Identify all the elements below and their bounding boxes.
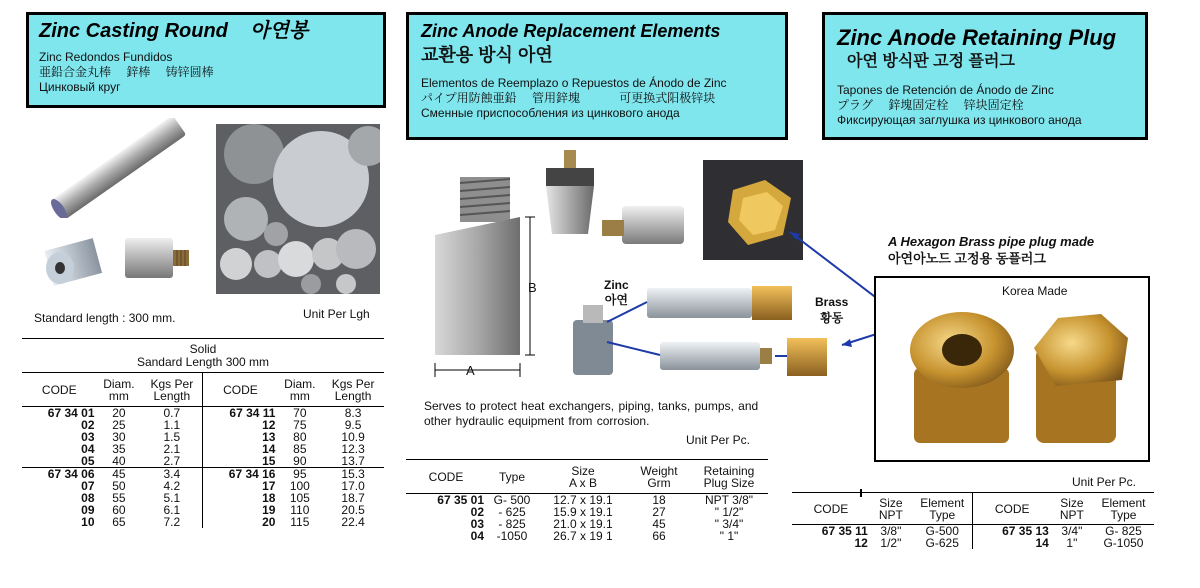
table-row: [22, 455, 384, 468]
table-cell: 70: [293, 406, 307, 420]
korea-made-label: Korea Made: [1002, 284, 1068, 298]
table-cell: 1/2": [880, 536, 902, 550]
table-cell: 60: [112, 503, 126, 517]
table-cell: 3/4": [1061, 524, 1083, 538]
table-cell: 1.5: [163, 430, 181, 444]
table-cell: 09: [81, 503, 95, 517]
table-row: [22, 443, 384, 455]
subtitle-cjk: プラグ 鋅塊固定栓 锌块固定栓: [837, 98, 1024, 112]
table-cell: 04: [470, 529, 484, 543]
subtitle-russian: Сменные приспособления из цинкового анода: [421, 106, 680, 120]
table-cell: 03: [470, 517, 484, 531]
zinc-rod-image: [38, 118, 198, 218]
table-cell: 14: [203, 443, 278, 455]
plug-caption: [888, 233, 1094, 267]
table-cell: 7.2: [163, 515, 181, 529]
title-en: Zinc Casting Round: [39, 20, 228, 42]
table-row: [22, 504, 384, 516]
table-cell: 80: [293, 430, 307, 444]
table-cell: 26.7 x 19 1: [553, 529, 613, 543]
section-title: [39, 18, 373, 44]
table-cell: 67 34 06: [47, 467, 95, 481]
table-cell: 18: [203, 492, 278, 504]
subtitle-spanish: Tapones de Retención de Ánodo de Zinc: [837, 83, 1054, 97]
table-caption-solid: Solid: [189, 342, 217, 356]
table-row: [22, 431, 384, 443]
table-cell: 20.5: [341, 503, 365, 517]
table-cell: 75: [293, 418, 307, 432]
unit-per-length: Unit Per Lgh: [303, 307, 370, 321]
table-row: [22, 516, 384, 528]
table-cell: 45: [112, 467, 126, 481]
col-code: CODE: [813, 501, 849, 516]
table-cell: 66: [652, 529, 666, 543]
table-cell: G- 825: [1105, 524, 1142, 538]
table-row: [792, 537, 1154, 549]
table-cell: 20: [112, 406, 126, 420]
table-cell: 08: [81, 491, 95, 505]
table-cell: 02: [81, 418, 95, 432]
table-cell: 14: [973, 537, 1051, 549]
table-cell: 15.9 x 19.1: [553, 505, 613, 519]
table-cell: G-625: [925, 536, 959, 550]
table-cell: 0.7: [163, 406, 181, 420]
table-cell: 67 34 16: [203, 468, 278, 481]
table-cell: 25: [112, 418, 126, 432]
brass-plugs-photo-frame: [874, 276, 1150, 462]
table-cell: 12.3: [341, 442, 365, 456]
table-cell: 13.7: [341, 454, 365, 468]
table-header-row: [22, 373, 384, 407]
col-size-npt-2: Size NPT: [1059, 495, 1084, 522]
table-cell: 55: [112, 491, 126, 505]
col-code: CODE: [428, 469, 464, 484]
table-cell: 27: [652, 505, 666, 519]
subtitle-cjk: 亜鉛合金丸棒 鋅棒 铸锌圆棒: [39, 65, 214, 79]
table-cell: 67 35 11: [821, 524, 868, 538]
zinc-anode-threaded-image: [120, 232, 196, 284]
table-cell: 17.0: [341, 479, 365, 493]
table-cell: 90: [293, 454, 307, 468]
table-row: [792, 525, 1154, 538]
col-size-npt: Size NPT: [878, 495, 903, 522]
table-cell: 19: [203, 504, 278, 516]
anode-element-photo-1: [540, 148, 600, 238]
col-code: CODE: [41, 382, 77, 397]
anode-replacement-table: [406, 459, 768, 542]
table-cell: 21.0 x 19.1: [553, 517, 613, 531]
table-cell: 12.7 x 19.1: [553, 493, 613, 507]
table-cell: 5.1: [163, 491, 181, 505]
subtitle-spanish: Elementos de Reemplazo o Repuestos de Ánodo de Zinc: [421, 76, 727, 90]
anode-element-photo-2: [600, 198, 690, 258]
zinc-round-table: [22, 372, 384, 528]
table-cell: 45: [652, 517, 666, 531]
table-cell: 67 35 01: [437, 493, 484, 507]
table-cell: " 3/4": [714, 517, 744, 531]
table-cell: 4.2: [163, 479, 181, 493]
table-cell: 65: [112, 515, 126, 529]
col-diam-2: Diam. mm: [284, 376, 316, 403]
table-cell: 1": [1066, 536, 1078, 550]
table-cell: G- 500: [493, 493, 531, 507]
table-cell: 50: [112, 479, 126, 493]
table-cell: 95: [293, 467, 307, 481]
table-cell: " 1/2": [714, 505, 744, 519]
section-title: Zinc Anode Retaining Plug: [837, 25, 1117, 50]
zinc-round-bars-photo: [216, 124, 380, 294]
col-weight: Weight Grm: [640, 463, 678, 490]
table-caption: [22, 343, 384, 369]
subtitle-cjk: パイプ用防蝕亜鉛 管用鋅塊 可更换式阳极锌块: [421, 91, 716, 105]
col-element-type-2: Element Type: [1101, 495, 1146, 522]
col-code-2: CODE: [203, 373, 278, 407]
table-cell: 18: [652, 493, 666, 507]
table-cell: 35: [112, 442, 126, 456]
col-kgs-2: Kgs Per Length: [331, 376, 375, 403]
col-code-2: CODE: [973, 493, 1051, 525]
table-cell: 04: [81, 442, 95, 456]
table-cell: 13: [203, 431, 278, 443]
table-cell: 105: [289, 491, 310, 505]
table-cell: 40: [112, 454, 126, 468]
product-description: Serves to protect heat exchangers, piping, tanks, pumps, and other hydraulic equipment from corrosion.: [424, 399, 759, 428]
zinc-casting-round-header: [26, 12, 386, 108]
table-cell: 17: [203, 480, 278, 492]
col-plug-size: Retaining Plug Size: [703, 463, 755, 490]
table-cell: 1.1: [163, 418, 181, 432]
table-row: [22, 480, 384, 492]
table-cell: 6.1: [163, 503, 181, 517]
subtitle-spanish: Zinc Redondos Fundidos: [39, 50, 173, 64]
table-cell: 100: [289, 479, 310, 493]
table-cell: G-500: [925, 524, 959, 538]
table-caption-length: Sandard Length 300 mm: [136, 355, 270, 369]
table-cell: 07: [81, 479, 95, 493]
table-cell: 12: [203, 419, 278, 431]
table-cell: 03: [81, 430, 95, 444]
table-cell: 20: [203, 516, 278, 528]
subtitle-russian: Фиксирующая заглушка из цинкового анода: [837, 113, 1082, 127]
table-row: [22, 468, 384, 481]
title-kr: 아연봉: [250, 20, 309, 42]
zinc-anode-replacement-header: [406, 12, 788, 140]
table-cell: 67 34 01: [47, 406, 95, 420]
zinc-label-kr: 아연: [604, 293, 628, 307]
unit-per-piece: Unit Per Pc.: [686, 433, 751, 447]
section-title: Zinc Anode Replacement Elements: [421, 21, 721, 41]
table-cell: - 825: [498, 517, 526, 531]
col-element-type: Element Type: [920, 495, 965, 522]
table-cell: -1050: [496, 529, 528, 543]
table-cell: 85: [293, 442, 307, 456]
table-cell: 15.3: [341, 467, 365, 481]
title-kr: 아연 방식판 고정 플러그: [847, 53, 1015, 70]
table-cell: 115: [290, 515, 310, 529]
table-cell: " 1": [719, 529, 739, 543]
col-size: Size A x B: [568, 463, 597, 490]
table-cell: NPT 3/8": [704, 493, 754, 507]
dimension-a-label: A: [466, 363, 475, 378]
table-cell: 8.3: [344, 406, 362, 420]
standard-length-note: Standard length : 300 mm.: [34, 311, 176, 325]
table-cell: 3.4: [163, 467, 181, 481]
zinc-anode-ring-image: [38, 230, 108, 292]
zinc-label-en: Zinc: [604, 278, 629, 292]
plug-caption-kr: 아연아노드 고정용 동플러그: [888, 251, 1046, 266]
table-cell: G-1050: [1103, 536, 1144, 550]
table-cell: 15: [203, 455, 278, 468]
table-cell: 10.9: [341, 430, 365, 444]
table-row: [22, 407, 384, 420]
table-cell: 10: [81, 515, 95, 529]
table-cell: 05: [81, 454, 95, 468]
table-cell: 110: [290, 503, 310, 517]
table-cell: 30: [112, 430, 126, 444]
table-row: [406, 530, 768, 542]
brass-label-en: Brass: [815, 295, 849, 309]
table-cell: 2.1: [163, 442, 181, 456]
title-kr: 교환용 방식 아연: [421, 45, 553, 65]
brass-plugs-image: [896, 308, 1136, 458]
table-cell: 67 35 13: [973, 525, 1051, 538]
table-cell: 22.4: [341, 515, 365, 529]
table-row: [22, 419, 384, 431]
col-type: Type: [498, 469, 525, 484]
col-diam: Diam. mm: [103, 376, 135, 403]
table-cell: 9.5: [344, 418, 362, 432]
table-cell: 02: [470, 505, 484, 519]
table-cell: 2.7: [163, 454, 181, 468]
col-kgs: Kgs Per Length: [150, 376, 194, 403]
table-header-row: [406, 460, 768, 494]
dimension-b-label: B: [528, 280, 537, 295]
table-cell: 18.7: [341, 491, 365, 505]
table-header-row: [792, 493, 1154, 525]
table-cell: 67 34 11: [203, 407, 278, 420]
plug-caption-en: A Hexagon Brass pipe plug made: [888, 234, 1095, 249]
subtitle-russian: Цинковый круг: [39, 80, 121, 94]
brass-label-kr: 황동: [820, 311, 844, 325]
table-cell: 3/8": [880, 524, 902, 538]
table-cell: - 625: [498, 505, 526, 519]
zinc-anode-retaining-plug-header: [822, 12, 1148, 140]
retaining-plug-table: [792, 492, 1154, 549]
unit-per-piece: Unit Per Pc.: [1072, 475, 1137, 489]
table-cell: 12: [854, 536, 868, 550]
table-row: [22, 492, 384, 504]
